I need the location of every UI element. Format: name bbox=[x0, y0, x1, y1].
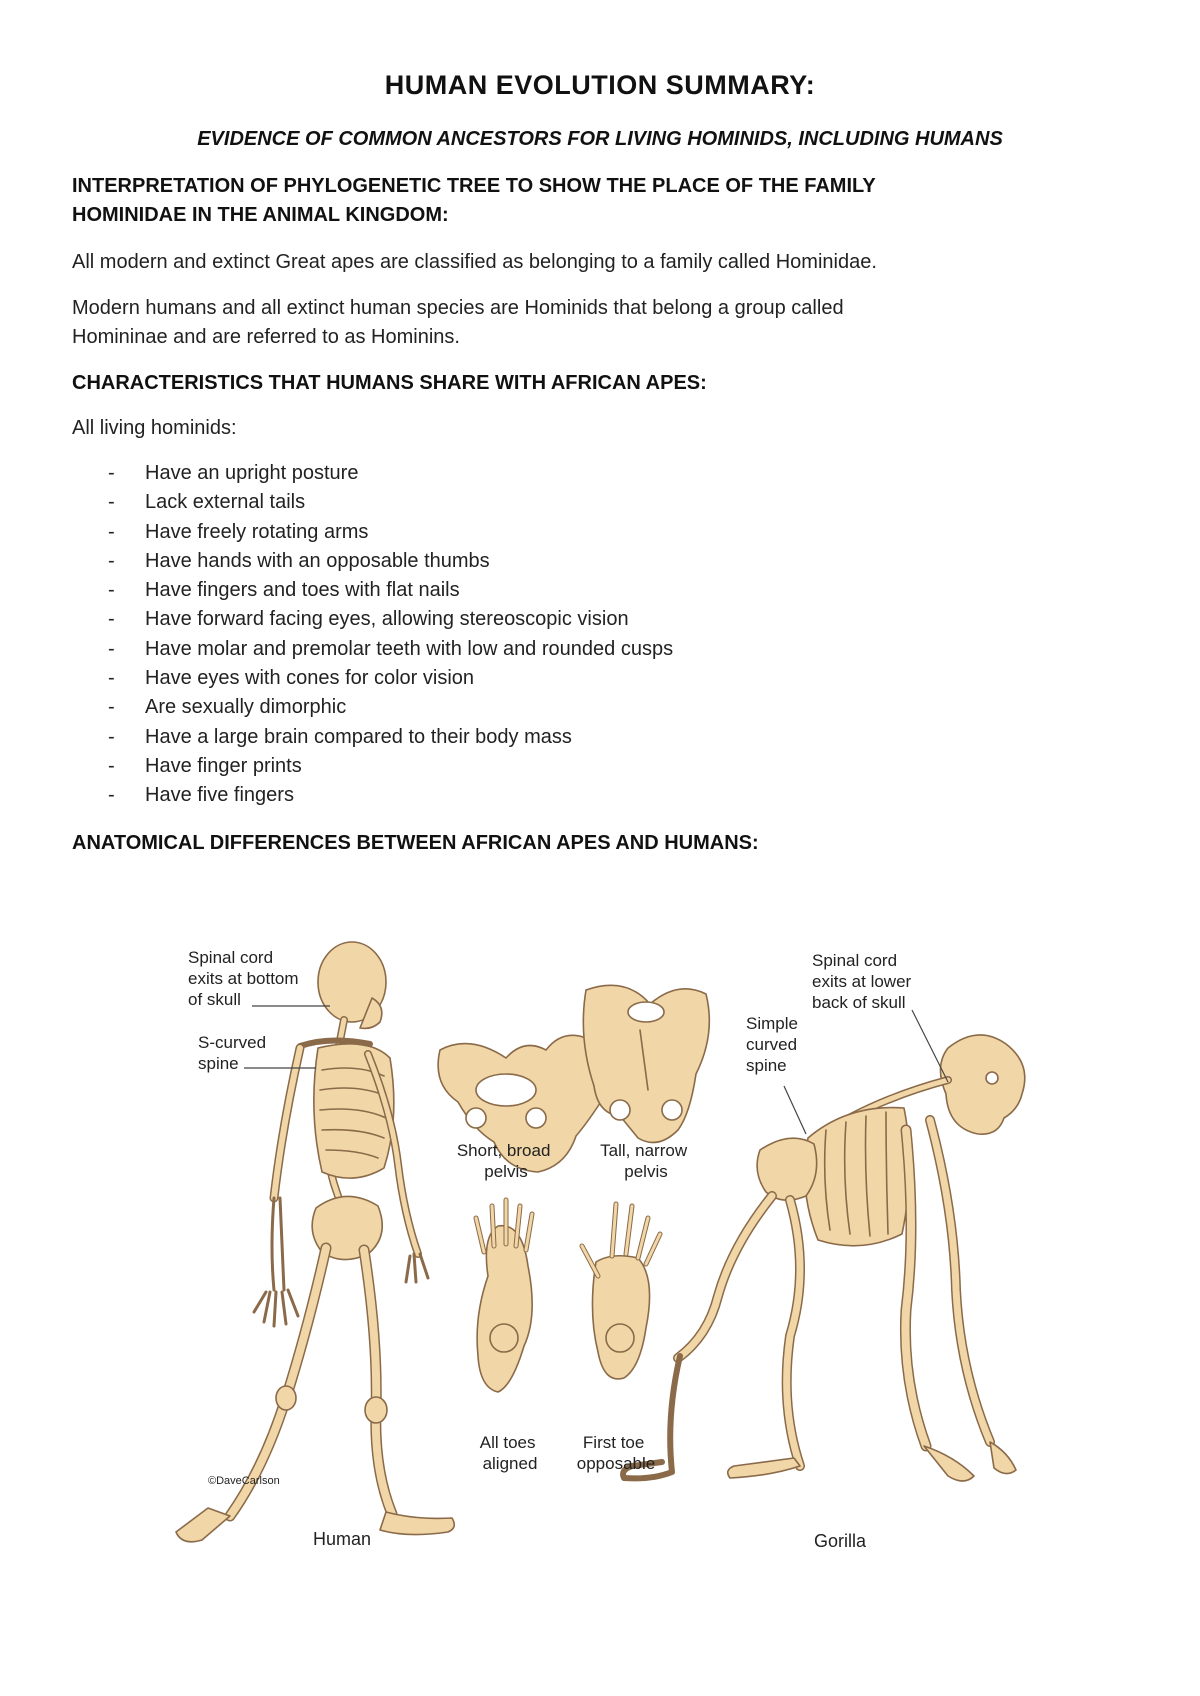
paragraph-line: Modern humans and all extinct human species are Hominids that belong a group called bbox=[72, 297, 844, 319]
caption-gorilla: Gorilla bbox=[813, 1531, 867, 1551]
list-item-text: Have hands with an opposable thumbs bbox=[145, 549, 490, 572]
caption-human: Human bbox=[312, 1529, 372, 1549]
gorilla-foot-image bbox=[582, 1204, 660, 1379]
list-item-text: Have five fingers bbox=[145, 784, 294, 807]
human-skeleton-image bbox=[176, 942, 454, 1542]
paragraph-line: Homininae and are referred to as Hominins. bbox=[72, 326, 460, 348]
gorilla-pelvis-image bbox=[583, 985, 709, 1142]
bullet-dash: - bbox=[108, 754, 115, 777]
paragraph-hominidae: All modern and extinct Great apes are classified as belonging to a family called Hominidae. bbox=[72, 251, 877, 273]
list-item-text: Have eyes with cones for color vision bbox=[145, 667, 475, 690]
label-human-foot: All toes aligned bbox=[479, 1433, 538, 1473]
bullet-dash: - bbox=[108, 608, 115, 631]
bullet-dash: - bbox=[108, 462, 115, 484]
list-item-text: Are sexually dimorphic bbox=[145, 696, 347, 719]
bullet-dash: - bbox=[108, 491, 115, 514]
label-human-pelvis: Short, broad pelvis bbox=[456, 1141, 551, 1181]
bullet-dash: - bbox=[108, 520, 115, 543]
list-item-text: Lack external tails bbox=[145, 491, 306, 514]
label-gorilla-foot: First toe opposable bbox=[576, 1433, 656, 1473]
label-human-spinal-cord: Spinal cord exits at bottom of skull bbox=[188, 948, 299, 1009]
page-subtitle: EVIDENCE OF COMMON ANCESTORS FOR LIVING HOMINIDS, INCLUDING HUMANS bbox=[197, 128, 1003, 150]
page-title: HUMAN EVOLUTION SUMMARY: bbox=[384, 70, 816, 100]
bullet-dash: - bbox=[108, 725, 115, 748]
bullet-dash: - bbox=[108, 549, 115, 572]
list-item-text: Have a large brain compared to their body mass bbox=[145, 725, 572, 748]
image-credit: ©DaveCarlson bbox=[208, 1475, 280, 1487]
section-heading-characteristics: CHARACTERISTICS THAT HUMANS SHARE WITH AFRICAN APES: bbox=[72, 372, 707, 394]
label-human-spine: S-curved spine bbox=[198, 1033, 267, 1073]
list-item-text: Have molar and premolar teeth with low and rounded cusps bbox=[145, 637, 674, 660]
bullet-dash: - bbox=[108, 637, 115, 660]
list-item-text: Have an upright posture bbox=[145, 462, 359, 484]
section-heading-anatomical: ANATOMICAL DIFFERENCES BETWEEN AFRICAN APES AND HUMANS: bbox=[72, 832, 759, 854]
heading-line: HOMINIDAE IN THE ANIMAL KINGDOM: bbox=[72, 204, 449, 226]
bullet-dash: - bbox=[108, 579, 115, 602]
list-item-text: Have freely rotating arms bbox=[145, 520, 369, 543]
heading-line: INTERPRETATION OF PHYLOGENETIC TREE TO SHOW THE PLACE OF THE FAMILY bbox=[72, 175, 876, 197]
bullet-dash: - bbox=[108, 667, 115, 690]
bullet-dash: - bbox=[108, 784, 115, 807]
list-intro: All living hominids: bbox=[72, 417, 237, 439]
list-item-text: Have finger prints bbox=[145, 754, 302, 777]
human-foot-image bbox=[476, 1200, 532, 1392]
label-gorilla-spinal-cord: Spinal cord exits at lower back of skull bbox=[812, 951, 912, 1012]
label-gorilla-pelvis: Tall, narrow pelvis bbox=[600, 1141, 688, 1181]
list-item-text: Have forward facing eyes, allowing stereoscopic vision bbox=[145, 608, 629, 631]
list-item-text: Have fingers and toes with flat nails bbox=[145, 579, 460, 602]
bullet-dash: - bbox=[108, 696, 115, 719]
label-gorilla-spine: Simple curved spine bbox=[746, 1014, 798, 1075]
